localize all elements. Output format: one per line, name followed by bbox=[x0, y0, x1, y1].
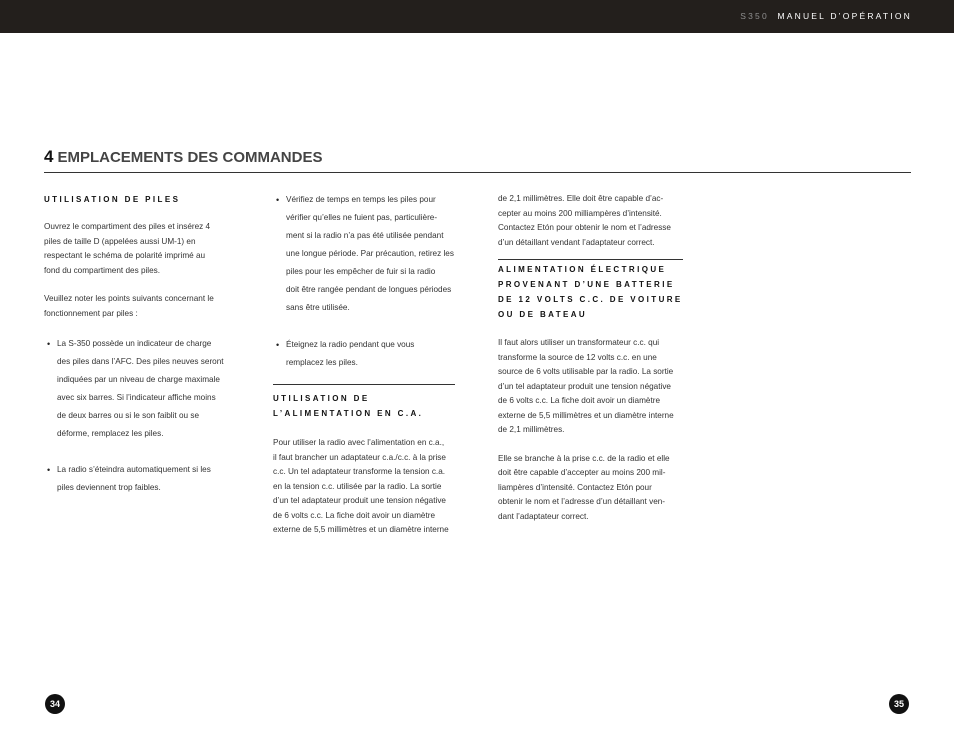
manual-title: MANUEL D’OPÉRATION bbox=[777, 11, 912, 21]
paragraph-insert-batteries: Ouvrez le compartiment des piles et insérez 4 piles de taille D (appelées aussi UM-1) en respectant le schéma de polarité imprimé au fond du compartiment des piles. bbox=[44, 222, 211, 275]
page-number-left: 34 bbox=[45, 694, 65, 714]
paragraph-dc-plug: Elle se branche à la prise c.c. de la radio et elle doit être capable d’accepter au moins 200 mil- liampères d’intensité. Contactez Etón pour obtenir le nom et l’adresse d’un détaillant ven- dant l’adaptateur correct. bbox=[498, 453, 670, 521]
model-name: S350 bbox=[740, 11, 769, 21]
subhead-dc-battery-power: ALIMENTATION ÉLECTRIQUE PROVENANT D’UNE BATTERIE DE 12 VOLTS C.C. DE VOITURE OU DE BATEAU bbox=[498, 265, 683, 319]
column-1 bbox=[44, 180, 232, 497]
top-header-bar bbox=[0, 0, 954, 33]
bullet-turn-off-radio: • Éteignez la radio pendant que vous remplacez les piles. bbox=[273, 336, 455, 372]
paragraph-ac-adapter: Pour utiliser la radio avec l’alimentation en c.a., il faut brancher un adaptateur c.a./c.c. à la prise c.c. Un tel adaptateur transforme la tension c.a. en la tension c.c. utilisée par la radio. La sortie d’un tel adaptateur produit une tension négative de 6 volts c.c. La fiche doit avoir un diamètre externe de 5,5 millimètres et un diamètre interne bbox=[273, 438, 449, 534]
battery-bullet-list-continued bbox=[273, 191, 455, 372]
section-heading bbox=[44, 147, 322, 167]
page-number-right: 35 bbox=[889, 694, 909, 714]
subsection-rule bbox=[498, 259, 683, 260]
battery-bullet-list bbox=[44, 335, 232, 497]
column-3 bbox=[498, 180, 683, 524]
bullet-charge-indicator: • La S-350 possède un indicateur de charge des piles dans l’AFC. Des piles neuves seront indiquées par un niveau de charge maximale avec six barres. Si l’indicateur affiche moins de deux barres ou si le son faiblit ou se déforme, remplacez les piles. bbox=[44, 335, 232, 443]
column-2 bbox=[273, 180, 455, 538]
running-header bbox=[740, 11, 912, 21]
bullet-check-leaks: • Vérifiez de temps en temps les piles pour vérifier qu’elles ne fuient pas, particulière- ment si la radio n’a pas été utilisée pendant une longue période. Par précaution, retirez les piles pour les empêcher de fuir si la radio doit être rangée pendant de longues périodes sans être utilisée. bbox=[273, 191, 455, 317]
bullet-auto-off: • La radio s’éteindra automatiquement si les piles deviennent trop faibles. bbox=[44, 461, 232, 497]
section-number: 4 bbox=[44, 147, 54, 166]
heading-rule bbox=[44, 172, 911, 173]
paragraph-battery-notes: Veuillez noter les points suivants concernant le fonctionnement par piles : bbox=[44, 294, 214, 318]
paragraph-adapter-continued: de 2,1 millimètres. Elle doit être capable d’ac- cepter au moins 200 milliampères d’intensité. Contactez Etón pour obtenir le nom et l’adresse d’un détaillant vendant l’adaptateur correct. bbox=[498, 194, 671, 247]
subhead-ac-power: UTILISATION DE L’ALIMENTATION EN C.A. bbox=[273, 394, 424, 418]
subsection-rule bbox=[273, 384, 455, 385]
subhead-battery-use: UTILISATION DE PILES bbox=[44, 195, 181, 204]
paragraph-dc-transformer: Il faut alors utiliser un transformateur c.c. qui transforme la source de 12 volts c.c. en une source de 6 volts utilisable par la radio. La sortie d’un tel adaptateur produit une tension négative de 6 volts c.c. La fiche doit avoir un diamètre externe de 5,5 millimètres et un diamètre interne de 2,1 millimètres. bbox=[498, 338, 674, 434]
section-title: EMPLACEMENTS DES COMMANDES bbox=[57, 149, 323, 166]
